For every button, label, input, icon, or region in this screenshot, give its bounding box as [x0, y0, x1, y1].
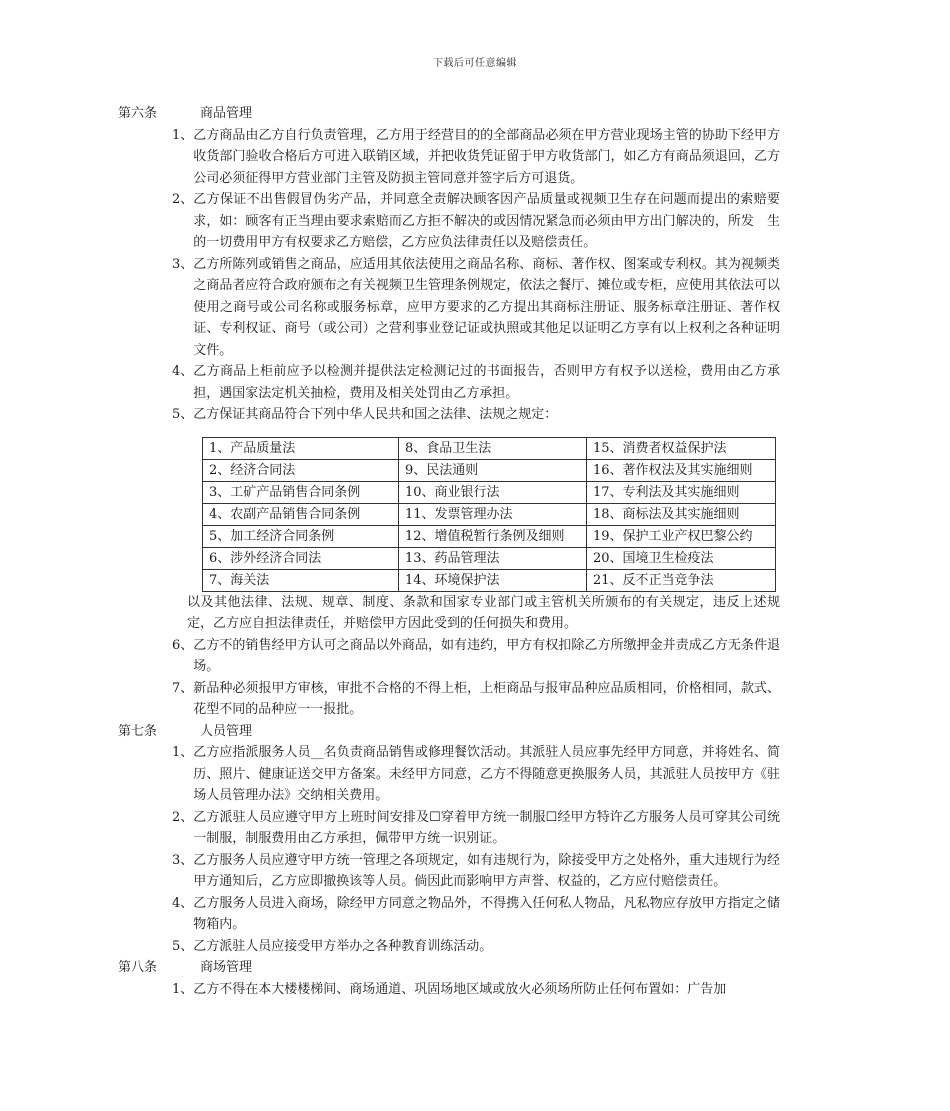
clause-text: 乙方商品上柜前应予以检测并提供法定检测记过的书面报告，否则甲方有权予以送检，费用由乙方承担，遇国家法定机关抽检，费用及相关处罚由乙方承担。: [193, 364, 780, 401]
clause-text: 乙方保证不出售假冒伪劣产品，并同意全责解决顾客因产品质量或视频卫生存在问题而提出的索赔要求，如：顾客有正当理由要求索赔而乙方拒不解决的或因情况紧急而必须由甲方出门解决的，所发 生的一切费用甲方有权要求乙方赔偿，乙方应负法律责任以及赔偿责任。: [193, 192, 780, 250]
table-cell: 11、发票管理办法: [399, 503, 587, 525]
clause-number: 7、: [172, 680, 194, 696]
table-cell: 2、经济合同法: [203, 459, 399, 481]
clause-number: 3、: [172, 852, 194, 868]
clause-continuation: 以及其他法律、法规、规章、制度、条款和国家专业部门或主管机关所颁布的有关规定，违反上述规定，乙方应自担法律责任，并赔偿甲方因此受到的任何损失和费用。: [187, 594, 780, 631]
table-cell: 6、涉外经济合同法: [203, 547, 399, 569]
table-cell: 19、保护工业产权巴黎公约: [587, 525, 776, 547]
table-row: [203, 525, 776, 547]
table-cell: 12、增值税暂行条例及细则: [399, 525, 587, 547]
clause-item: [118, 893, 780, 936]
clause-number: 1、: [172, 127, 194, 143]
clause-number: 1、: [172, 745, 194, 760]
table-cell: 17、专利法及其实施细则: [587, 481, 776, 503]
table-cell: 8、食品卫生法: [399, 437, 587, 459]
clause-item: [118, 979, 780, 1001]
table-cell: 16、著作权法及其实施细则: [587, 459, 776, 481]
clause-number: 3、: [172, 256, 194, 272]
table-row: [203, 569, 776, 591]
clause-item: [118, 807, 780, 850]
clause-text: 乙方保证其商品符合下列中华人民共和国之法律、法规之规定：: [193, 407, 558, 422]
laws-table: [202, 437, 776, 592]
table-cell: 13、药品管理法: [399, 547, 587, 569]
clause-number: 2、: [172, 809, 194, 825]
clause-text: 乙方应指派服务人员__名负责商品销售或修理餐饮活动。其派驻人员应事先经甲方同意，并将姓名、简历、照片、健康证送交甲方备案。未经甲方同意，乙方不得随意更换服务人员，其派驻人员按甲方《驻场人员管理办法》交纳相关费用。: [193, 745, 780, 803]
clause-item: [118, 678, 780, 721]
clause-item: [118, 189, 780, 254]
section-title: [118, 103, 780, 125]
clause-number: 1、: [172, 981, 194, 997]
table-cell: 21、反不正当竞争法: [587, 569, 776, 591]
clause-item: [118, 404, 780, 426]
section-heading: 商品管理: [200, 106, 253, 121]
table-cell: 7、海关法: [203, 569, 399, 591]
clause-number: 4、: [172, 364, 194, 379]
clause-text: 乙方商品由乙方自行负责管理，乙方用于经营目的的全部商品必须在甲方营业现场主管的协助下经甲方收货部门验收合格后方可进入联销区域，并把收货凭证留于甲方收货部门，如乙方有商品须退回，乙方公司必须征得甲方营业部门主管及防损主管同意并签字后方可退货。: [193, 127, 780, 186]
clause-text: 乙方所陈列或销售之商品，应适用其依法使用之商品名称、商标、著作权、图案或专利权。其为视频类之商品者应符合政府颁布之有关视频卫生管理条例规定，依法之餐厅、摊位或专柜，应使用其依法可以使用之商号或公司名称或服务标章，应甲方要求的乙方提出其商标注册证、服务标章注册证、著作权证、专利权证、商号（或公司）之营利事业登记证或执照或其他足以证明乙方享有以上权利之各种证明文件。: [193, 256, 780, 358]
clause-number: 5、: [172, 407, 194, 422]
table-cell: 18、商标法及其实施细则: [587, 503, 776, 525]
clause-item: [118, 936, 780, 958]
table-cell: 14、环境保护法: [399, 569, 587, 591]
section-heading: 人员管理: [200, 723, 253, 739]
clause-text: 乙方派驻人员应遵守甲方上班时间安排及☐穿着甲方统一制服☐经甲方特许乙方服务人员可穿其公司统一制服，制服费用由乙方承担，佩带甲方统一识别证。: [193, 809, 780, 846]
clause-item: [118, 635, 780, 678]
clause-text: 乙方派驻人员应接受甲方举办之各种教育训练活动。: [193, 938, 493, 954]
clause-text: 乙方服务人员进入商场，除经甲方同意之物品外，不得携入任何私人物品，凡私物应存放甲方指定之储物箱内。: [193, 895, 780, 932]
section-number: 第七条: [118, 723, 158, 739]
clause-text: 乙方服务人员应遵守甲方统一管理之各项规定，如有违规行为，除接受甲方之处格外，重大违规行为经甲方通知后，乙方应即撤换该等人员。倘因此而影响甲方声誉、权益的，乙方应付赔偿责任。: [193, 852, 780, 889]
table-row: [203, 547, 776, 569]
clause-number: 5、: [172, 938, 194, 954]
clause-text: 乙方不得在本大楼楼梯间、商场通道、巩固场地区域或放火必须场所防止任何布置如：广告加: [193, 981, 727, 997]
section-number: 第六条: [118, 106, 158, 121]
table-row: [203, 459, 776, 481]
clause-number: 6、: [172, 637, 194, 653]
clause-item: [118, 125, 780, 190]
table-cell: 5、加工经济合同条例: [203, 525, 399, 547]
clause-text: 新品种必须报甲方审核，审批不合格的不得上柜，上柜商品与报审品种应品质相同，价格相同，款式、花型不同的品种应一一报批。: [193, 680, 780, 717]
table-cell: 3、工矿产品销售合同条例: [203, 481, 399, 503]
table-cell: 15、消费者权益保护法: [587, 437, 776, 459]
clause-number: 4、: [172, 895, 194, 911]
clause-item: [118, 361, 780, 404]
clause-number: 2、: [172, 192, 194, 207]
section-heading: 商场管理: [200, 960, 253, 975]
clause-item: [118, 850, 780, 893]
table-row: [203, 481, 776, 503]
table-cell: 20、国境卫生检疫法: [587, 547, 776, 569]
section-title: [118, 957, 780, 979]
table-cell: 9、民法通则: [399, 459, 587, 481]
table-cell: 10、商业银行法: [399, 481, 587, 503]
section-number: 第八条: [118, 960, 158, 975]
table-row: [203, 437, 776, 459]
table-cell: 4、农副产品销售合同条例: [203, 503, 399, 525]
clause-text: 乙方不的销售经甲方认可之商品以外商品，如有违约，甲方有权扣除乙方所缴押金并责成乙方无条件退场。: [193, 637, 780, 674]
table-cell: 1、产品质量法: [203, 437, 399, 459]
document-body: [118, 103, 780, 1000]
page-header: 下载后可任意编辑: [433, 58, 517, 69]
section-title: [118, 721, 780, 743]
table-row: [203, 503, 776, 525]
clause-item: [118, 742, 780, 807]
clause-item: [118, 254, 780, 362]
